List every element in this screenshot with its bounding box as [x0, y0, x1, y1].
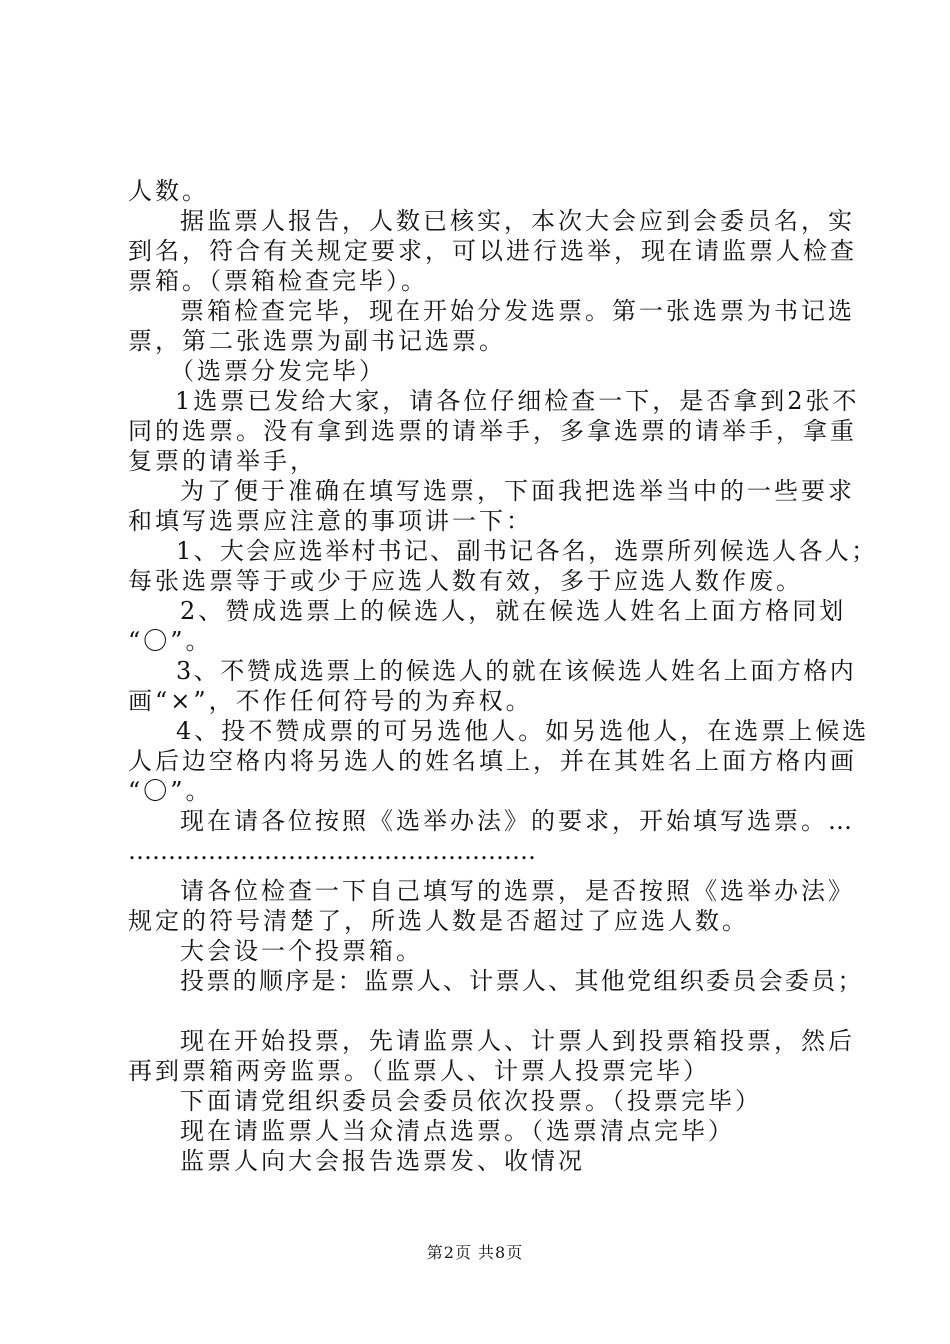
text-line: 监票人向大会报告选票发、收情况: [180, 1147, 585, 1175]
text-line: 规定的符号清楚了，所选人数是否超过了应选人数。: [128, 907, 749, 935]
text-line: 请各位检查一下自己填写的选票，是否按照《选举办法》: [180, 877, 855, 905]
text-line: 票，第二张选票为副书记选票。: [128, 327, 506, 355]
text-line: 到名，符合有关规定要求，可以进行选举，现在请监票人检查: [128, 237, 857, 265]
text-line: “〇”。: [128, 627, 213, 655]
text-line: 为了便于准确在填写选票，下面我把选举当中的一些要求: [180, 477, 855, 505]
text-line: 下面请党组织委员会委员依次投票。（投票完毕）: [180, 1087, 762, 1115]
text-line: 据监票人报告，人数已核实，本次大会应到会委员名，实: [180, 207, 855, 235]
text-line: 人数。: [128, 177, 209, 205]
text-line: 现在请各位按照《选举办法》的要求，开始填写选票。…: [180, 807, 855, 835]
text-line: 票箱检查完毕，现在开始分发选票。第一张选票为书记选: [180, 297, 855, 325]
text-line: 再到票箱两旁监票。（监票人、计票人投票完毕）: [128, 1057, 710, 1085]
text-line: 人后边空格内将另选人的姓名填上，并在其姓名上面方格内画: [128, 747, 857, 775]
page-footer: 第2页 共8页: [426, 1243, 524, 1262]
text-line: 投票的顺序是：监票人、计票人、其他党组织委员会委员；: [180, 967, 864, 995]
text-line: 画“×”，不作任何符号的为弃权。: [128, 687, 533, 715]
text-line: （选票分发完毕）: [170, 357, 386, 385]
text-line: 每张选票等于或少于应选人数有效，多于应选人数作废。: [128, 567, 803, 595]
text-line: 同的选票。没有拿到选票的请举手，多拿选票的请举手，拿重: [128, 417, 857, 445]
text-line: 大会设一个投票箱。: [180, 937, 423, 965]
text-line: 票箱。（票箱检查完毕）。: [128, 267, 428, 295]
text-line: “〇”。: [128, 777, 213, 805]
text-line: 1选票已发给大家，请各位仔细检查一下，是否拿到2张不: [175, 387, 860, 415]
text-line: 2、赞成选票上的候选人，就在候选人姓名上面方格同划: [180, 597, 847, 625]
text-line: 复票的请举手，: [128, 447, 317, 475]
text-line: 和填写选票应注意的事项讲一下：: [128, 507, 533, 535]
dotted-leader-line: ……………………………………………: [128, 837, 536, 865]
text-line: 现在开始投票，先请监票人、计票人到投票箱投票，然后: [180, 1027, 855, 1055]
text-line: 现在请监票人当众清点选票。（选票清点完毕）: [180, 1117, 735, 1145]
text-line: 4、投不赞成票的可另选他人。如另选他人，在选票上候选: [176, 717, 870, 745]
text-line: 3、不赞成选票上的候选人的就在该候选人姓名上面方格内: [176, 657, 857, 685]
text-line: 1、大会应选举村书记、副书记各名，选票所列候选人各人；: [176, 537, 878, 565]
